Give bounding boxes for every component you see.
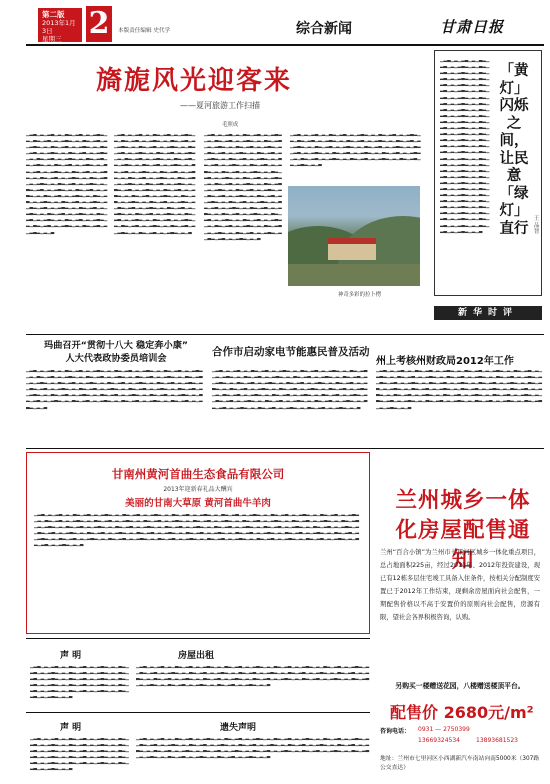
story-hezuo-body: ▁▂▃▁▂▁▂▃▁▂▁▃▂▁▂▃▁▂▁▂▃▂▁▂▁▃▂▁▂▃▁▂▁▂▃▂▁▂▁▃▂▁▂▃▁▂▁▂▃▂▁▂▁▃▂▁▂▃▁▂▁▂▃▂▁▂▁▃▂▁▂▃▁▂▁▂▃▂▁▂▁▃▂▁▂▃▁▂▁▂▃▂▁▂▁▃▂▁▂▃▁▂▁▂▃▂▁▂▁▃▂▁▂▃▁▂▁▂▃▂▁▂▁▃▂▁▂▃▁▂▁▂▃▂▁▂▁▃▂▁▂▃▁▂▁▂▃▂▁▂▁▃▂▁▂▃▁▂▁▂▃▂▁▂▁▃▂▁▂▃▁▂▁▂▃▂▁▂▁▃▂▁▂▃▁▂▁▂▃▂▁▂▁▃▂▁▂▃▁▂▁▂▃▂▁▂▁▃▂▁▂▃▁▂▁▂▃▂▁▂▁▃▂▁▂▃▁▂▁▂▃▂▁▂▁▃▂▁▂▃▁▂▁▂▃▂▁▂▁▃▂▁▂▃▁▂▁▂▃▂▁▂▁▃▂▁▂▃▁▂▁▂▃▂▁▂▁▃▂▁▂▃▁▂▁▂▃▂▁▂▁▃▂▁▂▃▁▂▁▂▃▂▁▂▁▃ — [212, 368, 368, 410]
edition-date: 2013年1月3日 — [42, 19, 76, 35]
housing-phone-2: 13669324534 — [418, 737, 460, 744]
main-body-col1: ▁▂▃▁▂▁▂▃▁▂▁▃▂▁▂▃▁▂▁▂▃▂▁▂▁▃▂▁▂▃▁▂▁▂▃▂▁▂▁▃▂▁▂▃▁▂▁▂▃▂▁▂▁▃▂▁▂▃▁▂▁▂▃▂▁▂▁▃▂▁▂▃▁▂▁▂▃▂▁▂▁▃▂▁▂▃▁▂▁▂▃▂▁▂▁▃▂▁▂▃▁▂▁▂▃▂▁▂▁▃▂▁▂▃▁▂▁▂▃▂▁▂▁▃▂▁▂▃▁▂▁▂▃▂▁▂▁▃▂▁▂▃▁▂▁▂▃▂▁▂▁▃▂▁▂▃▁▂▁▂▃▂▁▂▁▃▂▁▂▃▁▂▁▂▃▂▁▂▁▃▂▁▂▃▁▂▁▂▃▂▁▂▁▃▂▁▂▃▁▂▁▂▃▂▁▂▁▃▂▁▂▃▁▂▁▂▃▂▁▂▁▃▂▁▂▃▁▂▁▂▃▂▁▂▁▃▂▁▂▃▁▂▁▂▃▂▁▂▁▃▂▁▂▃▁▂▁▂▃▂▁▂▁▃▂▁▂▃▁▂▁▂▃▂▁▂▁▃▂▁▂▃▁▂▁▂▃▂▁▂▁▃▂▁▂▃▁▂▁▂▃▂▁▂▁▃▂▁▂▃▁▂▁▂▃▂▁▂▁▃▂▁▂▃▁▂▁▂▃▂▁▂▁▃▂▁▂▃▁▂▁▂▃▂▁▂▁▃▂▁▂▃▁▂▁▂▃▂▁▂▁▃▂▁▂▃▁▂▁▂▃▂▁▂▁▃ — [26, 132, 108, 235]
main-subhead: ——夏河旅游工作扫描 — [180, 101, 260, 110]
notice-3-title: 声 明 — [60, 723, 82, 733]
notice-1-title: 声 明 — [60, 651, 82, 661]
notice-2-title: 房屋出租 — [178, 651, 215, 661]
housing-body: 兰州“百合小镇”为兰州市七里河区城乡一体化重点项目，总占地面积225亩，经过2011年、2012年投资建设，现已有12栋多层住宅竣工具备入住条件，按相关分配制度安置已于2012年工作结束，现剩余房屋面向社会配售，一期配售价格以不高于安置价的原则向社会配售，房源有限，望社会各界积极咨询，认购。 — [380, 549, 540, 621]
photo-caption: 神奇多彩的拉卜楞 — [338, 292, 382, 298]
story-hezuo-headline: 合作市启动家电节能惠民普及活动 — [212, 346, 370, 358]
editor-line: 本版责任编辑 史代学 — [118, 28, 171, 34]
edition-label: 第二版 — [42, 10, 65, 19]
story-maqu-line1: 玛曲召开“贯彻十八大 稳定奔小康” — [44, 340, 188, 351]
housing-phone-1: 0931 — 2750399 — [418, 726, 470, 733]
section-rule-2 — [26, 448, 544, 449]
edition-box — [38, 8, 82, 42]
commentary-body: ▁▂▃▁▂▁▂▃▁▂▁▃▂▁▂▃▁▂▁▂▃▂▁▂▁▃▂▁▂▃▁▂▁▂▃▂▁▂▁▃▂▁▂▃▁▂▁▂▃▂▁▂▁▃▂▁▂▃▁▂▁▂▃▂▁▂▁▃▂▁▂▃▁▂▁▂▃▂▁▂▁▃▂▁▂▃▁▂▁▂▃▂▁▂▁▃▂▁▂▃▁▂▁▂▃▂▁▂▁▃▂▁▂▃▁▂▁▂▃▂▁▂▁▃▂▁▂▃▁▂▁▂▃▂▁▂▁▃▂▁▂▃▁▂▁▂▃▂▁▂▁▃▂▁▂▃▁▂▁▂▃▂▁▂▁▃▂▁▂▃▁▂▁▂▃▂▁▂▁▃▂▁▂▃▁▂▁▂▃▂▁▂▁▃▂▁▂▃▁▂▁▂▃▂▁▂▁▃▂▁▂▃▁▂▁▂▃▂▁▂▁▃▂▁▂▃▁▂▁▂▃▂▁▂▁▃▂▁▂▃▁▂▁▂▃▂▁▂▁▃▂▁▂▃▁▂▁▂▃▂▁▂▁▃▂▁▂▃▁▂▁▂▃▂▁▂▁▃▂▁▂▃▁▂▁▂▃▂▁▂▁▃▂▁▂▃▁▂▁▂▃▂▁▂▁▃▂▁▂▃▁▂▁▂▃▂▁▂▁▃▂▁▂▃▁▂▁▂▃▂▁▂▁▃▂▁▂▃▁▂▁▂▃▂▁▂▁▃▂▁▂▃▁▂▁▂▃▂▁▂▁▃▂▁▂▃▁▂▁▂▃▂▁▂▁▃▂▁▂▃▁▂▁▂▃▂▁▂▁▃▂▁▂▃▁▂▁▂▃▂▁▂▁▃ — [440, 58, 490, 234]
housing-offer: 另购买一楼赠送花园，八楼赠送楼顶平台。 — [395, 682, 525, 690]
masthead — [0, 0, 550, 46]
main-body-col3: ▁▂▃▁▂▁▂▃▁▂▁▃▂▁▂▃▁▂▁▂▃▂▁▂▁▃▂▁▂▃▁▂▁▂▃▂▁▂▁▃▂▁▂▃▁▂▁▂▃▂▁▂▁▃▂▁▂▃▁▂▁▂▃▂▁▂▁▃▂▁▂▃▁▂▁▂▃▂▁▂▁▃▂▁▂▃▁▂▁▂▃▂▁▂▁▃▂▁▂▃▁▂▁▂▃▂▁▂▁▃▂▁▂▃▁▂▁▂▃▂▁▂▁▃▂▁▂▃▁▂▁▂▃▂▁▂▁▃▂▁▂▃▁▂▁▂▃▂▁▂▁▃▂▁▂▃▁▂▁▂▃▂▁▂▁▃▂▁▂▃▁▂▁▂▃▂▁▂▁▃▂▁▂▃▁▂▁▂▃▂▁▂▁▃▂▁▂▃▁▂▁▂▃▂▁▂▁▃▂▁▂▃▁▂▁▂▃▂▁▂▁▃▂▁▂▃▁▂▁▂▃▂▁▂▁▃▂▁▂▃▁▂▁▂▃▂▁▂▁▃▂▁▂▃▁▂▁▂▃▂▁▂▁▃▂▁▂▃▁▂▁▂▃▂▁▂▁▃▂▁▂▃▁▂▁▂▃▂▁▂▁▃▂▁▂▃▁▂▁▂▃▂▁▂▁▃▂▁▂▃▁▂▁▂▃▂▁▂▁▃▂▁▂▃▁▂▁▂▃▂▁▂▁▃▂▁▂▃▁▂▁▂▃▂▁▂▁▃▂▁▂▃▁▂▁▂▃▂▁▂▁▃▂▁▂▃▁▂▁▂▃▂▁▂▁▃▂▁▂▃▁▂▁▂▃▂▁▂▁▃ — [204, 132, 282, 241]
main-headline: 旖旎风光迎客来 — [96, 66, 293, 96]
housing-phone-3: 13893681523 — [476, 737, 518, 744]
housing-title: 兰州城乡一体化房屋配售通知 — [395, 488, 531, 573]
ad-slogan: 美丽的甘南大草原 黄河首曲牛羊肉 — [125, 498, 271, 509]
paper-logo: 甘肃日报 — [440, 18, 505, 36]
main-byline: 毛照成 — [222, 122, 239, 128]
notice-1-body: ▁▂▃▁▂▁▂▃▁▂▁▃▂▁▂▃▁▂▁▂▃▂▁▂▁▃▂▁▂▃▁▂▁▂▃▂▁▂▁▃▂▁▂▃▁▂▁▂▃▂▁▂▁▃▂▁▂▃▁▂▁▂▃▂▁▂▁▃▂▁▂▃▁▂▁▂▃▂▁▂▁▃▂▁▂▃▁▂▁▂▃▂▁▂▁▃▂▁▂▃▁▂▁▂▃▂▁▂▁▃▂▁▂▃▁▂▁▂▃▂▁▂▁▃▂▁▂▃▁▂▁▂▃▂▁▂▁▃▂▁▂▃▁▂▁▂▃▂▁▂▁▃ — [30, 664, 129, 700]
ad-subtitle: 2013年迎新春礼品大酬宾 — [163, 486, 233, 493]
notice-3-body: ▁▂▃▁▂▁▂▃▁▂▁▃▂▁▂▃▁▂▁▂▃▂▁▂▁▃▂▁▂▃▁▂▁▂▃▂▁▂▁▃▂▁▂▃▁▂▁▂▃▂▁▂▁▃▂▁▂▃▁▂▁▂▃▂▁▂▁▃▂▁▂▃▁▂▁▂▃▂▁▂▁▃▂▁▂▃▁▂▁▂▃▂▁▂▁▃▂▁▂▃▁▂▁▂▃▂▁▂▁▃▂▁▂▃▁▂▁▂▃▂▁▂▁▃▂▁▂▃▁▂▁▂▃▂▁▂▁▃▂▁▂▃▁▂▁▂▃▂▁▂▁▃ — [30, 736, 129, 772]
commentary-title: 「黄灯」闪烁之间，让民意「绿灯」直行 — [499, 62, 529, 237]
story-finance-body: ▁▂▃▁▂▁▂▃▁▂▁▃▂▁▂▃▁▂▁▂▃▂▁▂▁▃▂▁▂▃▁▂▁▂▃▂▁▂▁▃▂▁▂▃▁▂▁▂▃▂▁▂▁▃▂▁▂▃▁▂▁▂▃▂▁▂▁▃▂▁▂▃▁▂▁▂▃▂▁▂▁▃▂▁▂▃▁▂▁▂▃▂▁▂▁▃▂▁▂▃▁▂▁▂▃▂▁▂▁▃▂▁▂▃▁▂▁▂▃▂▁▂▁▃▂▁▂▃▁▂▁▂▃▂▁▂▁▃▂▁▂▃▁▂▁▂▃▂▁▂▁▃▂▁▂▃▁▂▁▂▃▂▁▂▁▃▂▁▂▃▁▂▁▂▃▂▁▂▁▃▂▁▂▃▁▂▁▂▃▂▁▂▁▃▂▁▂▃▁▂▁▂▃▂▁▂▁▃▂▁▂▃▁▂▁▂▃▂▁▂▁▃▂▁▂▃▁▂▁▂▃▂▁▂▁▃▂▁▂▃▁▂▁▂▃▂▁▂▁▃▂▁▂▃▁▂▁▂▃▂▁▂▁▃▂▁▂▃▁▂▁▂▃▂▁▂▁▃▂▁▂▃▁▂▁▂▃▂▁▂▁▃ — [376, 368, 543, 410]
housing-phone-label: 咨询电话： — [380, 728, 411, 735]
story-finance-headline: 州上考核州财政局2012年工作 — [376, 356, 514, 367]
housing-price: 配售价 2680元/m² — [390, 703, 534, 722]
ad-body: ▁▂▃▁▂▁▂▃▁▂▁▃▂▁▂▃▁▂▁▂▃▂▁▂▁▃▂▁▂▃▁▂▁▂▃▂▁▂▁▃▂▁▂▃▁▂▁▂▃▂▁▂▁▃▂▁▂▃▁▂▁▂▃▂▁▂▁▃▂▁▂▃▁▂▁▂▃▂▁▂▁▃▂▁▂▃▁▂▁▂▃▂▁▂▁▃▂▁▂▃▁▂▁▂▃▂▁▂▁▃▂▁▂▃▁▂▁▂▃▂▁▂▁▃▂▁▂▃▁▂▁▂▃▂▁▂▁▃▂▁▂▃▁▂▁▂▃▂▁▂▁▃▂▁▂▃▁▂▁▂▃▂▁▂▁▃▂▁▂▃▁▂▁▂▃▂▁▂▁▃▂▁▂▃▁▂▁▂▃▂▁▂▁▃▂▁▂▃▁▂▁▂▃▂▁▂▁▃▂▁▂▃▁▂▁▂▃▂▁▂▁▃▂▁▂▃▁▂▁▂▃▂▁▂▁▃▂▁▂▃▁▂▁▂▃▂▁▂▁▃▂▁▂▃▁▂▁▂▃▂▁▂▁▃▂▁▂▃▁▂▁▂▃▂▁▂▁▃▂▁▂▃▁▂▁▂▃▂▁▂▁▃▂▁▂▃▁▂▁▂▃▂▁▂▁▃▂▁▂▃▁▂▁▂▃▂▁▂▁▃▂▁▂▃▁▂▁▂▃▂▁▂▁▃▂▁▂▃▁▂▁▂▃▂▁▂▁▃▂▁▂▃▁▂▁▂▃▂▁▂▁▃▂▁▂▃▁▂▁▂▃▂▁▂▁▃▂▁▂▃▁▂▁▂▃▂▁▂▁▃▂▁▂▃▁▂▁▂▃▂▁▂▁▃▂▁▂▃▁▂▁▂▃▂▁▂▁▃▂▁▂▃▁▂▁▂▃▂▁▂▁▃▂▁▂▃▁▂▁▂▃▂▁▂▁▃▂▁▂▃▁▂▁▂▃▂▁▂▁▃▂▁▂▃▁▂▁▂▃▂▁▂▁▃ — [34, 512, 360, 548]
story-maqu-body: ▁▂▃▁▂▁▂▃▁▂▁▃▂▁▂▃▁▂▁▂▃▂▁▂▁▃▂▁▂▃▁▂▁▂▃▂▁▂▁▃▂▁▂▃▁▂▁▂▃▂▁▂▁▃▂▁▂▃▁▂▁▂▃▂▁▂▁▃▂▁▂▃▁▂▁▂▃▂▁▂▁▃▂▁▂▃▁▂▁▂▃▂▁▂▁▃▂▁▂▃▁▂▁▂▃▂▁▂▁▃▂▁▂▃▁▂▁▂▃▂▁▂▁▃▂▁▂▃▁▂▁▂▃▂▁▂▁▃▂▁▂▃▁▂▁▂▃▂▁▂▁▃▂▁▂▃▁▂▁▂▃▂▁▂▁▃▂▁▂▃▁▂▁▂▃▂▁▂▁▃▂▁▂▃▁▂▁▂▃▂▁▂▁▃▂▁▂▃▁▂▁▂▃▂▁▂▁▃▂▁▂▃▁▂▁▂▃▂▁▂▁▃▂▁▂▃▁▂▁▂▃▂▁▂▁▃▂▁▂▃▁▂▁▂▃▂▁▂▁▃▂▁▂▃▁▂▁▂▃▂▁▂▁▃▂▁▂▃▁▂▁▂▃▂▁▂▁▃▂▁▂▃▁▂▁▂▃▂▁▂▁▃▂▁▂▃▁▂▁▂▃▂▁▂▁▃ — [26, 368, 203, 410]
story-maqu-line2: 人大代表政协委员培训会 — [65, 352, 167, 364]
section-rule-3 — [26, 638, 370, 639]
page-number: 2 — [86, 6, 112, 42]
edition-weekday: 星期三 — [42, 35, 62, 43]
main-body-col4: ▁▂▃▁▂▁▂▃▁▂▁▃▂▁▂▃▁▂▁▂▃▂▁▂▁▃▂▁▂▃▁▂▁▂▃▂▁▂▁▃▂▁▂▃▁▂▁▂▃▂▁▂▁▃▂▁▂▃▁▂▁▂▃▂▁▂▁▃▂▁▂▃▁▂▁▂▃▂▁▂▁▃▂▁▂▃▁▂▁▂▃▂▁▂▁▃▂▁▂▃▁▂▁▂▃▂▁▂▁▃▂▁▂▃▁▂▁▂▃▂▁▂▁▃▂▁▂▃▁▂▁▂▃▂▁▂▁▃▂▁▂▃▁▂▁▂▃▂▁▂▁▃▂▁▂▃▁▂▁▂▃▂▁▂▁▃▂▁▂▃▁▂▁▂▃▂▁▂▁▃▂▁▂▃▁▂▁▂▃▂▁▂▁▃ — [290, 132, 421, 168]
scenic-photo — [288, 186, 420, 286]
section-rule-4 — [26, 712, 370, 713]
notice-4-body: ▁▂▃▁▂▁▂▃▁▂▁▃▂▁▂▃▁▂▁▂▃▂▁▂▁▃▂▁▂▃▁▂▁▂▃▂▁▂▁▃▂▁▂▃▁▂▁▂▃▂▁▂▁▃▂▁▂▃▁▂▁▂▃▂▁▂▁▃▂▁▂▃▁▂▁▂▃▂▁▂▁▃▂▁▂▃▁▂▁▂▃▂▁▂▁▃▂▁▂▃▁▂▁▂▃▂▁▂▁▃▂▁▂▃▁▂▁▂▃▂▁▂▁▃▂▁▂▃▁▂▁▂▃▂▁▂▁▃▂▁▂▃▁▂▁▂▃▂▁▂▁▃▂▁▂▃▁▂▁▂▃▂▁▂▁▃▂▁▂▃▁▂▁▂▃▂▁▂▁▃▂▁▂▃▁▂▁▂▃▂▁▂▁▃▂▁▂▃▁▂▁▂▃▂▁▂▁▃▂▁▂▃▁▂▁▂▃▂▁▂▁▃▂▁▂▃▁▂▁▂▃▂▁▂▁▃ — [136, 736, 370, 760]
notice-2-body: ▁▂▃▁▂▁▂▃▁▂▁▃▂▁▂▃▁▂▁▂▃▂▁▂▁▃▂▁▂▃▁▂▁▂▃▂▁▂▁▃▂▁▂▃▁▂▁▂▃▂▁▂▁▃▂▁▂▃▁▂▁▂▃▂▁▂▁▃▂▁▂▃▁▂▁▂▃▂▁▂▁▃▂▁▂▃▁▂▁▂▃▂▁▂▁▃▂▁▂▃▁▂▁▂▃▂▁▂▁▃▂▁▂▃▁▂▁▂▃▂▁▂▁▃▂▁▂▃▁▂▁▂▃▂▁▂▁▃▂▁▂▃▁▂▁▂▃▂▁▂▁▃▂▁▂▃▁▂▁▂▃▂▁▂▁▃▂▁▂▃▁▂▁▂▃▂▁▂▁▃▂▁▂▃▁▂▁▂▃▂▁▂▁▃▂▁▂▃▁▂▁▂▃▂▁▂▁▃▂▁▂▃▁▂▁▂▃▂▁▂▁▃▂▁▂▃▁▂▁▂▃▂▁▂▁▃ — [136, 664, 370, 688]
housing-address: 地址：兰州市七里河区小西湖新汽车南站向南5000米（307路公交直达） — [380, 756, 540, 771]
main-body-col2: ▁▂▃▁▂▁▂▃▁▂▁▃▂▁▂▃▁▂▁▂▃▂▁▂▁▃▂▁▂▃▁▂▁▂▃▂▁▂▁▃▂▁▂▃▁▂▁▂▃▂▁▂▁▃▂▁▂▃▁▂▁▂▃▂▁▂▁▃▂▁▂▃▁▂▁▂▃▂▁▂▁▃▂▁▂▃▁▂▁▂▃▂▁▂▁▃▂▁▂▃▁▂▁▂▃▂▁▂▁▃▂▁▂▃▁▂▁▂▃▂▁▂▁▃▂▁▂▃▁▂▁▂▃▂▁▂▁▃▂▁▂▃▁▂▁▂▃▂▁▂▁▃▂▁▂▃▁▂▁▂▃▂▁▂▁▃▂▁▂▃▁▂▁▂▃▂▁▂▁▃▂▁▂▃▁▂▁▂▃▂▁▂▁▃▂▁▂▃▁▂▁▂▃▂▁▂▁▃▂▁▂▃▁▂▁▂▃▂▁▂▁▃▂▁▂▃▁▂▁▂▃▂▁▂▁▃▂▁▂▃▁▂▁▂▃▂▁▂▁▃▂▁▂▃▁▂▁▂▃▂▁▂▁▃▂▁▂▃▁▂▁▂▃▂▁▂▁▃▂▁▂▃▁▂▁▂▃▂▁▂▁▃▂▁▂▃▁▂▁▂▃▂▁▂▁▃▂▁▂▃▁▂▁▂▃▂▁▂▁▃▂▁▂▃▁▂▁▂▃▂▁▂▁▃▂▁▂▃▁▂▁▂▃▂▁▂▁▃▂▁▂▃▁▂▁▂▃▂▁▂▁▃▂▁▂▃▁▂▁▂▃▂▁▂▁▃▂▁▂▃▁▂▁▂▃▂▁▂▁▃ — [114, 132, 196, 235]
section-rule-1 — [26, 334, 544, 335]
commentary-author: 王品智 — [534, 216, 540, 235]
ad-title: 甘南州黄河首曲生态食品有限公司 — [111, 467, 285, 481]
story-maqu-headline — [26, 340, 206, 365]
masthead-rule — [26, 44, 544, 46]
column-bar: 新华时评 — [434, 306, 542, 320]
section-name: 综合新闻 — [296, 21, 352, 37]
notice-4-title: 遗失声明 — [220, 723, 257, 733]
